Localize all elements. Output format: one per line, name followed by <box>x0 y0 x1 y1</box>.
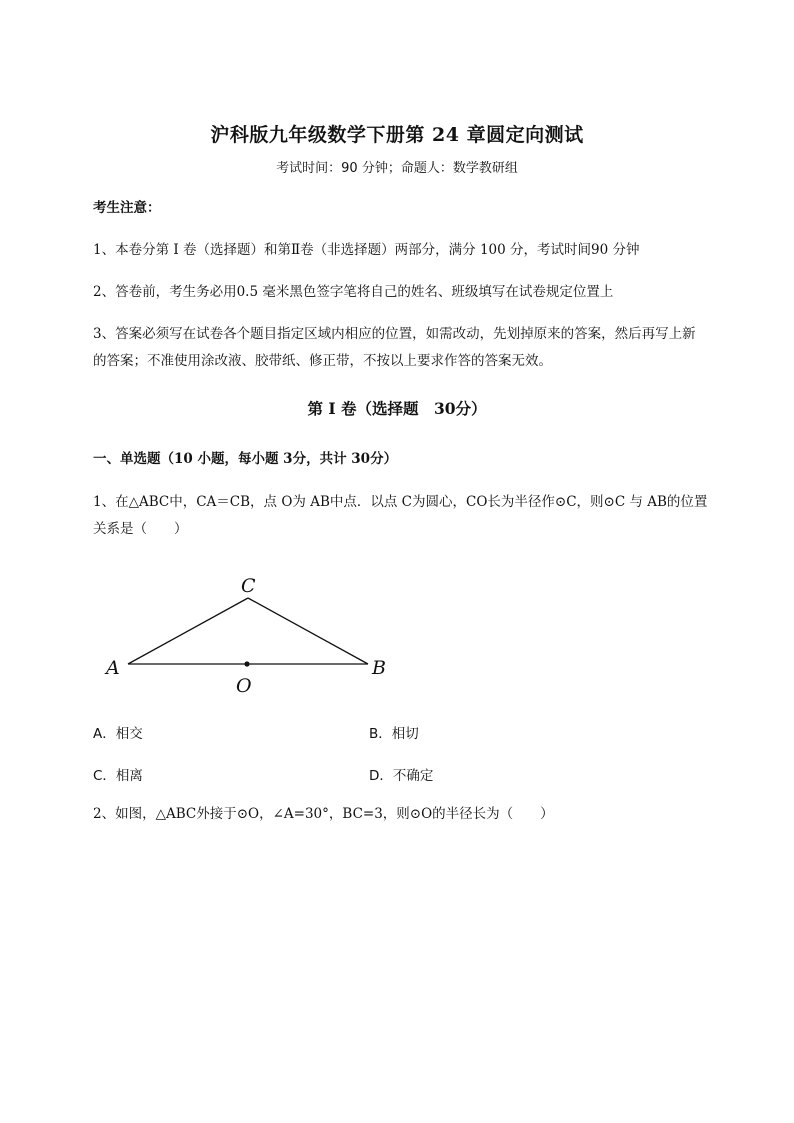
option-d[interactable]: D．不确定 <box>369 768 434 784</box>
part-heading: 一、单选题（10 小题，每小题 3分，共计 30分） <box>93 451 398 467</box>
notice-item-3-cont: 的答案；不准使用涂改液、胶带纸、修正带，不按以上要求作答的答案无效。 <box>93 353 552 369</box>
label-o: O <box>236 675 252 697</box>
question-1-text-cont: 关系是（ ） <box>93 521 188 537</box>
section-title: 第 I 卷（选择题 30分） <box>307 399 487 418</box>
exam-subtitle: 考试时间：90 分钟；命题人：数学教研组 <box>276 161 518 176</box>
label-a: A <box>106 657 120 679</box>
notice-heading: 考生注意： <box>93 200 161 216</box>
segment-ac <box>128 598 248 664</box>
option-c[interactable]: C．相离 <box>93 768 143 784</box>
option-a[interactable]: A．相交 <box>93 726 143 742</box>
notice-item-2: 2、答卷前，考生务必用0.5 毫米黑色签字笔将自己的姓名、班级填写在试卷规定位置上 <box>93 284 614 300</box>
notice-item-1: 1、本卷分第 I 卷（选择题）和第Ⅱ卷（非选择题）两部分，满分 100 分，考试时间90 分钟 <box>93 242 640 258</box>
question-2-text: 2、如图，△ABC外接于⊙O，∠A=30°，BC=3，则⊙O的半径长为（ ） <box>93 806 554 822</box>
segment-cb <box>248 598 368 664</box>
notice-item-3: 3、答案必须写在试卷各个题目指定区域内相应的位置，如需改动，先划掉原来的答案，然后再写上新 <box>93 326 696 342</box>
exam-title: 沪科版九年级数学下册第 24 章圆定向测试 <box>210 124 584 146</box>
label-b: B <box>372 657 386 679</box>
label-c: C <box>241 575 256 597</box>
midpoint-o-dot <box>244 661 249 666</box>
triangle-figure <box>100 568 400 698</box>
question-1-text: 1、在△ABC中，CA＝CB，点 O为 AB中点．以点 C为圆心，CO长为半径作⊙C，则⊙C 与 AB的位置 <box>93 494 708 510</box>
option-b[interactable]: B．相切 <box>369 726 419 742</box>
